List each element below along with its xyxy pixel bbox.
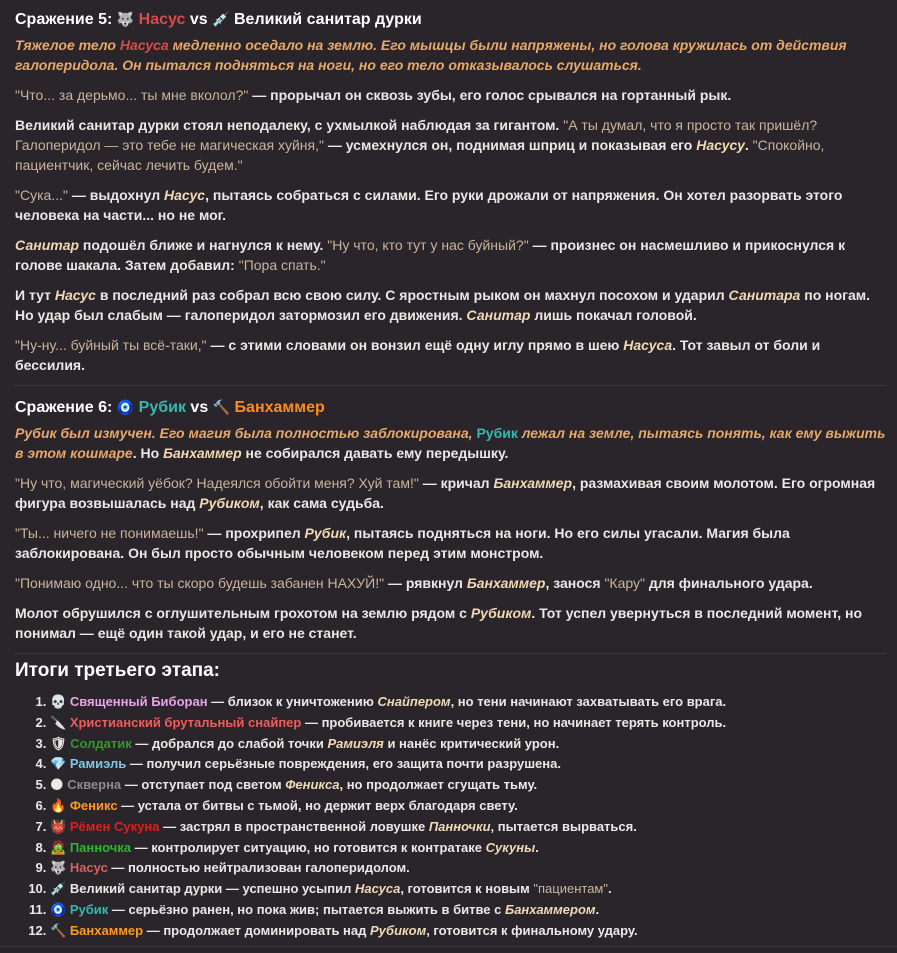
list-item: 11. 🧿 Рубик — серьёзно ранен, но пока жив; пытается выжить в битве с Банхаммером. <box>50 900 887 921</box>
dark-orb-icon: 🌑 <box>50 777 64 793</box>
syringe-icon: 💉 <box>212 11 230 27</box>
shield-icon: 🛡 <box>50 735 67 751</box>
list-item: 1. 💀 Священный Биборан — близок к уничтожению Снайпером, но тени начинают захватывать его врага. <box>50 692 887 713</box>
list-item: 9. 🐺 Насус — полностью нейтрализован галоперидолом. <box>50 858 887 879</box>
battle5-heading: Сражение 5: 🐺 Насус vs 💉 Великий санитар дурки <box>15 11 422 28</box>
zombie-icon: 🧟 <box>50 839 67 855</box>
list-item: 10. 💉 Великий санитар дурки — успешно усыпил Насуса, готовится к новым "пациентам". <box>50 879 887 900</box>
list-item: 4. 💎 Рамиэль — получил серьёзные повреждения, его защита почти разрушена. <box>50 754 887 775</box>
syringe-icon: 💉 <box>50 881 67 897</box>
battle5-paragraph: Тяжелое тело Насуса медленно оседало на землю. Его мышцы были напряжены, но голова кружилась от действия галоперидола. Он пытался подняться на ноги, но его тело отказывалось слушаться. <box>15 37 847 73</box>
divider <box>15 385 887 386</box>
knife-icon: 🔪 <box>50 714 67 730</box>
wolf-icon: 🐺 <box>116 11 135 27</box>
list-item: 12. 🔨 Банхаммер — продолжает доминировать над Рубиком, готовится к финальному удару. <box>50 921 887 942</box>
nazar-amulet-icon: 🧿 <box>50 901 67 917</box>
battle6-heading: Сражение 6: 🧿 Рубик vs 🔨 Банхаммер <box>15 399 325 416</box>
battle5-paragraph: "Ну-ну... буйный ты всё-таки," — с этими словами он вонзил ещё одну иглу прямо в шею Насуса. Тот завыл от боли и бессилия. <box>15 337 821 373</box>
battle5-paragraph: "Что... за дерьмо... ты мне вколол?" — прорычал он сквозь зубы, его голос срывался на гортанный рык. <box>15 87 732 103</box>
list-item: 7. 👹 Рёмен Сукуна — застрял в пространственной ловушке Панночки, пытается вырваться. <box>50 817 887 838</box>
fire-icon: 🔥 <box>50 797 67 813</box>
fighter-rubick: Рубик <box>138 399 186 416</box>
battle6-paragraph: "Ты... ничего не понимаешь!" — прохрипел Рубик, пытаясь подняться на ноги. Но его силы угасали. Магия была заблокирована. Он был просто обычным человеком перед этим монстром. <box>15 525 790 561</box>
battle6-paragraph: "Ну что, магический уёбок? Надеялся обойти меня? Хуй там!" — кричал Банхаммер, размахивая своим молотом. Его огромная фигура возвышалась над Рубиком, как сама судьба. <box>15 475 876 511</box>
battle5-paragraph: "Сука..." — выдохнул Насус, пытаясь собраться с силами. Его руки дрожали от напряжения. Он хотел разорвать этого человека на части... но не мог. <box>15 187 843 223</box>
fighter-orderly: Великий санитар дурки <box>234 11 422 28</box>
battle6-paragraph: "Понимаю одно... что ты скоро будешь забанен НАХУЙ!" — рявкнул Банхаммер, занося "Кару" для финального удара. <box>15 575 813 591</box>
battle6-paragraph: Рубик был измучен. Его магия была полностью заблокирована, Рубик лежал на земле, пытаясь понять, как ему выжить в этом кошмаре. Но Банхаммер не собирался давать ему передышку. <box>15 425 886 461</box>
battle5-paragraph: Санитар подошёл ближе и нагнулся к нему. "Ну что, кто тут у нас буйный?" — произнес он насмешливо и прикоснулся к голове шакала. Затем добавил: "Пора спать." <box>15 237 846 273</box>
summary-list <box>15 692 887 942</box>
wolf-icon: 🐺 <box>50 860 67 876</box>
hammer-icon: 🔨 <box>212 399 231 415</box>
list-item: 8. 🧟 Панночка — контролирует ситуацию, но готовится к контратаке Сукуны. <box>50 838 887 859</box>
list-item: 6. 🔥 Феникс — устала от битвы с тьмой, но держит верх благодаря свету. <box>50 796 887 817</box>
hammer-icon: 🔨 <box>50 922 67 938</box>
fighter-nasus: Насус <box>138 11 186 28</box>
battle6-paragraph: Молот обрушился с оглушительным грохотом на землю рядом с Рубиком. Тот успел увернуться в последний момент, но понимал — ещё один такой удар, и его не станет. <box>15 605 863 641</box>
bottom-divider <box>0 946 897 947</box>
skull-icon: 💀 <box>50 694 67 709</box>
list-item: 5. 🌑 Скверна — отступает под светом Феникса, но продолжает сгущать тьму. <box>50 775 887 796</box>
divider <box>15 653 887 654</box>
gem-icon: 💎 <box>50 756 67 772</box>
battle5-paragraph: И тут Насус в последний раз собрал всю свою силу. С яростным рыком он махнул посохом и ударил Санитара по ногам. Но удар был слабым — галоперидол затормозил его движения. Санитар лишь покачал головой. <box>15 287 871 323</box>
battle5-paragraph: Великий санитар дурки стоял неподалеку, с ухмылкой наблюдая за гигантом. "А ты думал, что я просто так пришёл? Галоперидол — это тебе не магическая хуйня," — усмехнулся он, поднимая шприц и показывая его Насусу. "Спокойно, пациентчик, сейчас лечить будем." <box>15 117 825 173</box>
demon-icon: 👹 <box>50 818 67 834</box>
list-item: 2. 🔪 Христианский брутальный снайпер — пробивается к книге через тени, но начинает терять контроль. <box>50 713 887 734</box>
summary-title: Итоги третьего этапа: <box>15 660 221 681</box>
nazar-amulet-icon: 🧿 <box>116 399 135 415</box>
list-item: 3. 🛡 Солдатик — добрался до слабой точки Рамиэля и нанёс критический урон. <box>50 734 887 755</box>
fighter-banhammer: Банхаммер <box>234 399 325 416</box>
